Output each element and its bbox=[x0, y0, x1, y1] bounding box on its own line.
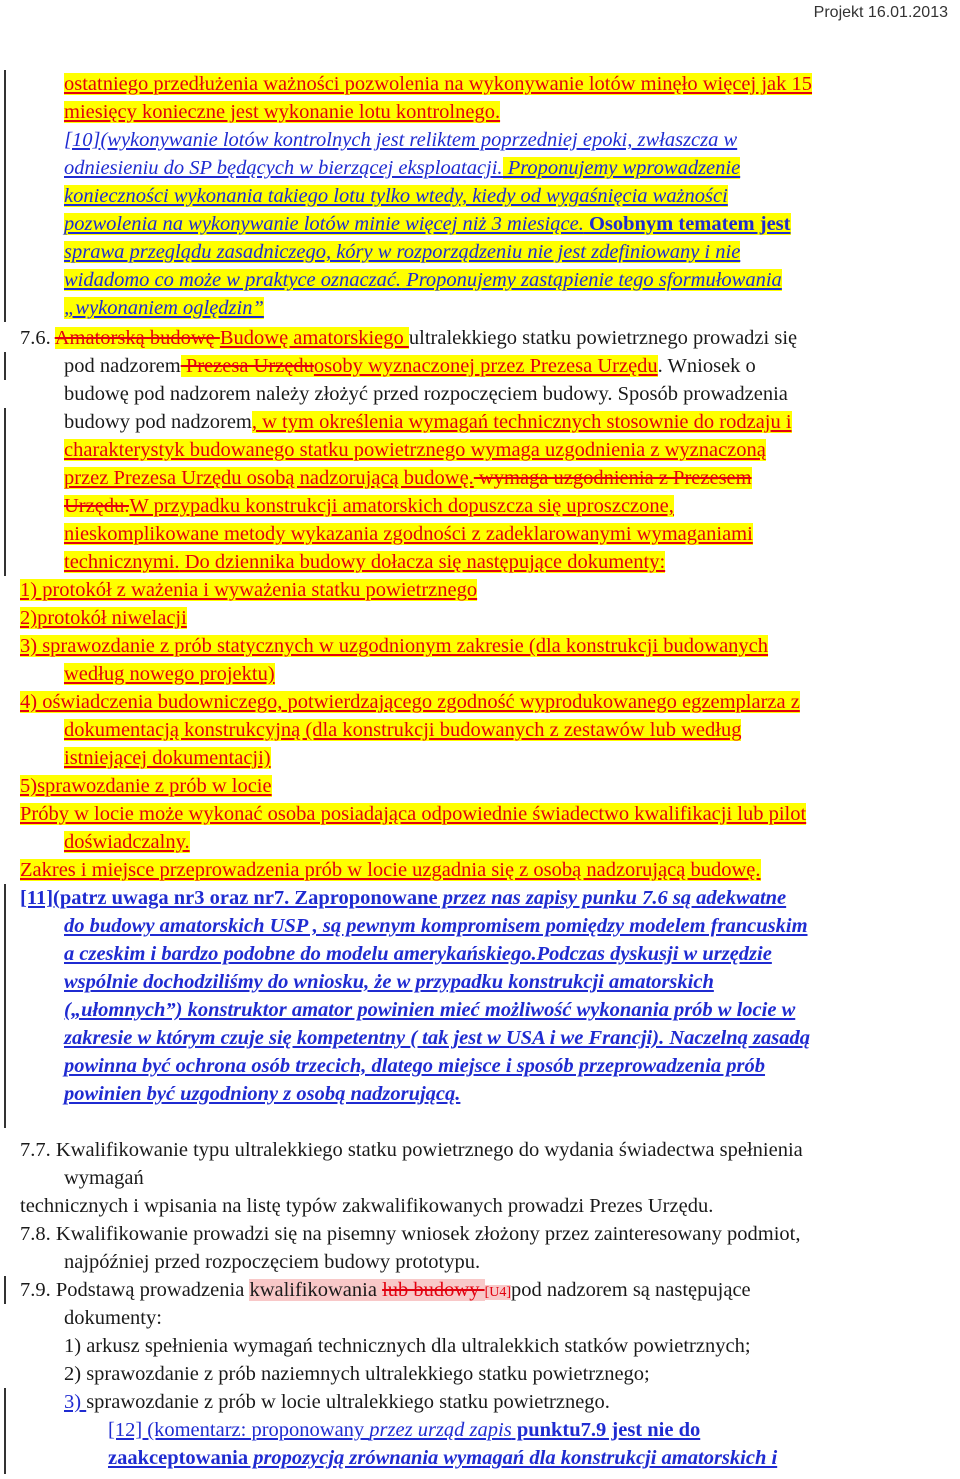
text-segment: W przypadku konstrukcji amatorskich dopuszcza się uproszczone, bbox=[129, 495, 674, 517]
text-segment: zakresie w którym czuje się kompetentny ( tak jest w USA i we Francji). Naczelną zasadą bbox=[64, 1027, 810, 1049]
text-segment: Próby w locie może wykonać osoba posiadająca odpowiednie świadectwo kwalifikacji lub pilot bbox=[20, 803, 807, 825]
text-segment: ostatniego przedłużenia ważności pozwolenia na wykonywanie lotów minęło więcej jak 15 bbox=[64, 73, 813, 95]
text-line bbox=[20, 800, 806, 828]
text-segment: wspólnie dochodziliśmy do wniosku, że w przypadku konstrukcji amatorskich bbox=[64, 971, 714, 993]
change-bar bbox=[4, 352, 6, 380]
text-segment: 4) oświadczenia budowniczego, potwierdzającego zgodność wyprodukowanego egzemplarza z bbox=[20, 691, 800, 713]
text-line bbox=[108, 1444, 777, 1472]
text-line bbox=[64, 940, 772, 968]
text-segment: 3) sprawozdanie z prób statycznych w uzgodnionym zakresie (dla konstrukcji budowanych bbox=[20, 635, 769, 657]
text-segment: osoby wyznaczonej przez Prezesa Urzędu bbox=[313, 355, 658, 377]
text-line bbox=[20, 688, 800, 716]
text-line bbox=[64, 380, 788, 408]
text-line bbox=[64, 996, 795, 1024]
text-segment: Urzędu. bbox=[64, 495, 130, 517]
text-segment: [11](patrz uwaga nr3 oraz nr7. Zaproponowane bbox=[20, 887, 438, 909]
text-line bbox=[64, 408, 792, 436]
text-line bbox=[64, 1332, 751, 1360]
text-segment: („ułomnych”) konstruktor amator powinien mieć możliwość wykonania prób w locie w bbox=[64, 999, 796, 1021]
text-line bbox=[64, 266, 782, 294]
text-segment: doświadczalny. bbox=[64, 831, 190, 853]
text-line bbox=[64, 912, 808, 940]
change-bar bbox=[4, 884, 6, 1128]
text-segment: Do dziennika budowy dołacza się następujące dokumenty: bbox=[179, 551, 666, 573]
text-line bbox=[64, 968, 714, 996]
text-line bbox=[20, 1220, 800, 1248]
text-line bbox=[64, 1304, 162, 1332]
text-segment: ultralekkiego statku powietrznego prowadzi się bbox=[408, 327, 798, 349]
text-segment: do budowy amatorskich USP , są pewnym kompromisem pomiędzy modelem francuskim bbox=[64, 915, 808, 937]
text-line bbox=[64, 492, 674, 520]
text-segment: budowy pod nadzorem bbox=[64, 411, 252, 433]
text-segment: budowę pod nadzorem należy złożyć przed rozpoczęciem budowy. Sposób prowadzenia bbox=[64, 383, 788, 405]
text-segment: [12] (komentarz: proponowany bbox=[108, 1419, 370, 1441]
text-line bbox=[20, 1136, 803, 1164]
text-line bbox=[64, 1248, 480, 1276]
text-segment: „wykonaniem oględzin” bbox=[64, 297, 264, 319]
text-segment: technicznymi. bbox=[64, 551, 180, 573]
text-line bbox=[20, 1192, 713, 1220]
text-segment: najpóźniej przed rozpoczęciem budowy prototypu. bbox=[64, 1251, 481, 1273]
text-segment: punktu7.9 jest nie do bbox=[511, 1419, 701, 1441]
text-line bbox=[64, 210, 791, 238]
text-segment: odniesieniu do SP będących w bierzącej eksploatacji. bbox=[64, 157, 503, 179]
text-line bbox=[20, 576, 477, 604]
text-line bbox=[20, 884, 786, 912]
text-line bbox=[20, 604, 187, 632]
text-segment: nieskomplikowane metody wykazania zgodności z zadeklarowanymi wymaganiami bbox=[64, 523, 753, 545]
text-line bbox=[64, 1360, 650, 1388]
text-segment: technicznych i wpisania na listę typów zakwalifikowanych prowadzi Prezes Urzędu. bbox=[20, 1195, 714, 1217]
text-segment: Proponujemy zastąpienie tego sformułowania bbox=[401, 269, 782, 291]
change-bar bbox=[4, 70, 6, 322]
text-line bbox=[108, 1416, 700, 1444]
text-line bbox=[64, 1164, 144, 1192]
text-line bbox=[64, 1052, 765, 1080]
text-segment: sprawozdanie z prób w locie ultralekkiego statku powietrznego. bbox=[86, 1391, 610, 1413]
text-segment: 7.6. bbox=[20, 327, 55, 349]
text-line bbox=[64, 660, 275, 688]
text-segment: 1) protokół z ważenia i wyważenia statku powietrznego bbox=[20, 579, 478, 601]
text-segment: według nowego projektu) bbox=[64, 663, 275, 685]
text-segment: lub budowy bbox=[382, 1279, 485, 1301]
text-segment: a czeskim i bardzo podobne do modelu amerykańskiego.Podczas dyskusji w urzędzie bbox=[64, 943, 772, 965]
text-line bbox=[64, 294, 264, 322]
text-segment: 2)protokół niwelacji bbox=[20, 607, 187, 629]
text-segment: wymaga uzgodnienia z Prezesem bbox=[473, 467, 752, 489]
change-bar bbox=[4, 408, 6, 576]
text-segment: 5)sprawozdanie z prób w locie bbox=[20, 775, 272, 797]
text-segment: 3) bbox=[64, 1391, 87, 1413]
text-line bbox=[64, 126, 737, 154]
text-segment: konieczności wykonania takiego lotu tylko wtedy, kiedy od wygaśnięcia ważności bbox=[64, 185, 728, 207]
text-line bbox=[64, 828, 190, 856]
text-segment: miesięcy konieczne jest wykonanie lotu kontrolnego. bbox=[64, 101, 501, 123]
text-segment: widadomo co może w praktyce oznaczać. bbox=[64, 269, 402, 291]
text-segment: powinien być uzgodniony z osobą nadzorującą. bbox=[64, 1083, 461, 1105]
change-bar bbox=[4, 1276, 6, 1304]
text-segment: . Wniosek o bbox=[657, 355, 756, 377]
text-segment: [U4] bbox=[484, 1285, 512, 1300]
text-line bbox=[64, 1388, 610, 1416]
text-line bbox=[64, 716, 741, 744]
text-segment: 1) arkusz spełnienia wymagań technicznych dla ultralekkich statków powietrznych; bbox=[64, 1335, 751, 1357]
text-line bbox=[20, 1276, 751, 1304]
text-segment: pod nadzorem bbox=[64, 355, 181, 377]
text-line bbox=[64, 548, 665, 576]
text-segment: 7.7. Kwalifikowanie typu ultralekkiego statku powietrznego do wydania świadectwa spełnienia bbox=[20, 1139, 803, 1161]
text-line bbox=[64, 70, 812, 98]
text-line bbox=[64, 154, 740, 182]
text-segment: Amatorską budowę bbox=[54, 327, 220, 349]
text-segment: dokumentacją konstrukcyjną (dla konstrukcji budowanych z zestawów lub według bbox=[64, 719, 742, 741]
text-line bbox=[20, 772, 272, 800]
text-segment: 7.9. Podstawą prowadzenia bbox=[20, 1279, 250, 1301]
text-segment: charakterystyk budowanego statku powietrznego wymaga uzgodnienia z wyznaczoną bbox=[64, 439, 766, 461]
text-segment: 2) sprawozdanie z prób naziemnych ultralekkiego statku powietrznego; bbox=[64, 1363, 650, 1385]
text-segment: pozwolenia na wykonywanie lotów minie więcej niż 3 miesiące. bbox=[64, 213, 584, 235]
text-segment: 7.8. Kwalifikowanie prowadzi się na pisemny wniosek złożony przez zainteresowany podmiot, bbox=[20, 1223, 801, 1245]
text-line bbox=[20, 324, 797, 352]
text-segment: Prezesa Urzędu bbox=[180, 355, 314, 377]
text-segment: pod nadzorem są następujące bbox=[511, 1279, 751, 1301]
text-segment: Zakres i miejsce przeprowadzenia prób w locie uzgadnia się z osobą nadzorującą budowę. bbox=[20, 859, 761, 881]
text-line bbox=[64, 744, 271, 772]
text-segment: przez nas zapisy punku 7.6 są adekwatne bbox=[437, 887, 787, 909]
text-segment: propozycją zrównania wymagań dla konstrukcji amatorskich i bbox=[248, 1447, 778, 1469]
text-line bbox=[64, 98, 500, 126]
text-segment: powinna być ochrona osób trzecich, dlatego miejsce i sposób przeprowadzenia prób bbox=[64, 1055, 766, 1077]
text-segment: istniejącej dokumentacji) bbox=[64, 747, 271, 769]
text-segment: [10](wykonywanie lotów kontrolnych jest reliktem poprzedniej epoki, zwłaszcza w bbox=[64, 129, 738, 151]
text-line bbox=[20, 632, 768, 660]
text-segment: sprawa przeglądu zasadniczego, kóry w rozporządzeniu nie jest zdefiniowany i nie bbox=[64, 241, 741, 263]
text-line bbox=[64, 1024, 810, 1052]
text-line bbox=[20, 856, 761, 884]
text-line bbox=[64, 520, 753, 548]
text-segment: Budowę amatorskiego bbox=[219, 327, 409, 349]
text-segment: Proponujemy wprowadzenie bbox=[502, 157, 741, 179]
text-segment: , w tym określenia wymagań technicznych stosownie do rodzaju i bbox=[251, 411, 792, 433]
page-header: Projekt 16.01.2013 bbox=[813, 4, 948, 21]
text-segment: kwalifikowania bbox=[249, 1279, 383, 1301]
text-line bbox=[64, 352, 756, 380]
text-line bbox=[64, 1080, 460, 1108]
text-line bbox=[64, 464, 752, 492]
text-line bbox=[64, 436, 766, 464]
text-segment: przez Prezesa Urzędu osobą nadzorującą budowę. bbox=[64, 467, 474, 489]
change-bar bbox=[4, 1388, 6, 1474]
text-segment: Osobnym tematem jest bbox=[583, 213, 791, 235]
text-segment: zaakceptowania bbox=[108, 1447, 249, 1469]
text-line bbox=[64, 238, 740, 266]
text-line bbox=[64, 182, 728, 210]
text-segment: przez urząd zapis bbox=[369, 1419, 512, 1441]
text-segment: dokumenty: bbox=[64, 1307, 162, 1329]
text-segment: wymagań bbox=[64, 1167, 144, 1189]
